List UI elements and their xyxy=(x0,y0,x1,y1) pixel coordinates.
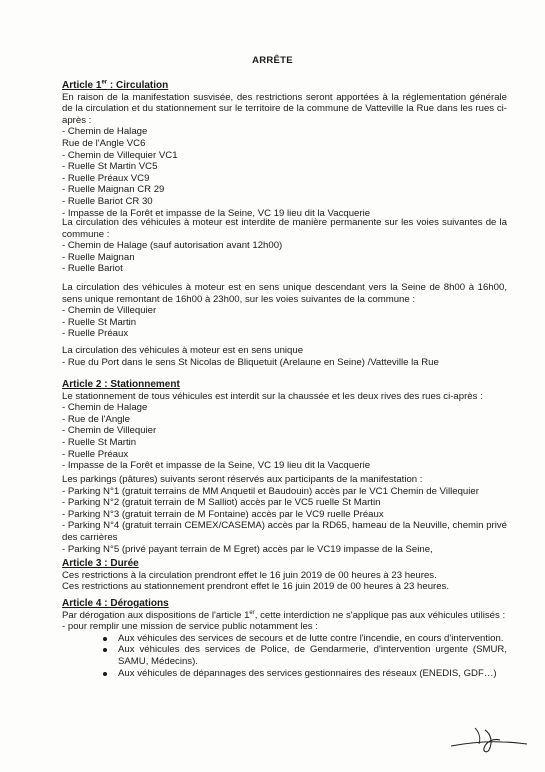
list-item: - Impasse de la Forêt et impasse de la Seine, VC 19 lieu dit la Vacquerie xyxy=(62,460,371,472)
list-item: - Rue de l'Angle xyxy=(62,413,130,425)
paragraph: Ces restrictions au stationnement prendront effet le 16 juin 2019 de 00 heures à 23 heures. xyxy=(62,581,450,593)
paragraph: Ces restrictions à la circulation prendront effet le 16 juin 2019 de 00 heures à 23 heures. xyxy=(62,569,437,581)
paragraph: La circulation des véhicules à moteur est en sens unique xyxy=(62,345,304,356)
article-4-bullet-list xyxy=(62,633,507,679)
article-2-heading: Article 2 : Stationnement xyxy=(62,379,180,390)
bullet-item: Aux véhicules des services de secours et de lutte contre l'incendie, en cours d'intervention. xyxy=(62,633,507,645)
article-4-intro: Par dérogation aux dispositions de l'article 1er, cette interdiction ne s'applique pas aux véhicules utilisés : xyxy=(62,609,506,621)
list-item: - Ruelle Maignan CR 29 xyxy=(62,184,165,196)
list-item: - Ruelle St Martin xyxy=(62,316,137,328)
article-1 xyxy=(62,80,507,219)
parking-item: - Parking N°2 (gratuit terrain de M Salliot) accès par le VC5 ruelle St Martin xyxy=(62,497,381,509)
list-item: - Ruelle Bariot CR 30 xyxy=(62,195,153,207)
list-item: Rue de l'Angle VC6 xyxy=(62,137,146,149)
article-3-heading: Article 3 : Durée xyxy=(62,558,139,569)
bullet-icon xyxy=(103,648,107,652)
bullet-icon xyxy=(103,672,107,676)
article-1-one-way-port xyxy=(62,345,507,368)
paragraph: La circulation des véhicules à moteur est interdite de manière permanente sur les voies suivantes de la commune : xyxy=(62,217,507,240)
document-title: ARRÊTE xyxy=(252,55,293,66)
article-1-permanent-ban xyxy=(62,217,507,275)
list-item: - Ruelle St Martin VC5 xyxy=(62,161,158,173)
list-item: - Rue du Port dans le sens St Nicolas de Bliquetuit (Arelaune en Seine) /Vatteville la Rue xyxy=(62,356,439,368)
list-item: - Ruelle Préaux xyxy=(62,448,129,460)
article-1-one-way xyxy=(62,282,507,340)
list-item: - Chemin de Halage xyxy=(62,402,148,414)
parking-item: - Parking N°1 (gratuit terrains de MM Anquetil et Baudouin) accès par le VC1 Chemin de Villequier xyxy=(62,485,479,497)
article-2-intro: Le stationnement de tous véhicules est interdit sur la chaussée et les deux rives des rues ci-après : xyxy=(62,390,483,402)
signature-mark xyxy=(445,722,530,756)
list-item: - Ruelle Préaux VC9 xyxy=(62,172,150,184)
parking-item: - Parking N°5 (privé payant terrain de M Egret) accès par le VC19 impasse de la Seine, xyxy=(62,543,433,555)
article-2-parkings xyxy=(62,474,507,555)
article-3 xyxy=(62,558,507,593)
list-item: - Ruelle Bariot xyxy=(62,263,123,275)
parking-item: - Parking N°3 (gratuit terrain de M Fontaine) accès par le VC9 ruelle Préaux xyxy=(62,508,384,520)
bullet-item: Aux véhicules de dépannages des services gestionnaires des réseaux (ENEDIS, GDF…) xyxy=(62,668,507,680)
article-1-street-list xyxy=(62,126,507,219)
list-item: - Chemin de Villequier xyxy=(62,425,157,437)
list-item: - Ruelle St Martin xyxy=(62,436,137,448)
list-item: - Ruelle Préaux xyxy=(62,328,129,340)
list-item: - Ruelle Maignan xyxy=(62,251,135,263)
bullet-item: Aux véhicules des services de Police, de Gendarmerie, d'intervention urgente (SMUR, SAMU, Médecins). xyxy=(62,644,507,667)
parking-item: - Parking N°4 (gratuit terrain CEMEX/CASEMA) accès par la RD65, hameau de la Neuville, chemin privé des carrières xyxy=(62,520,507,543)
list-item: - Chemin de Villequier xyxy=(62,305,157,317)
list-item: - Impasse de la Forêt et impasse de la Seine, VC 19 lieu dit la Vacquerie xyxy=(62,207,371,219)
list-item: - Chemin de Halage xyxy=(62,126,148,138)
article-4 xyxy=(62,598,507,679)
article-1-heading: Article 1er : Circulation xyxy=(62,79,169,91)
article-1-intro: En raison de la manifestation susvisée, des restrictions seront apportées à la réglementation générale de la circulation et du stationnement sur le territoire de la commune de Vatteville la Rue dans les rues ci-après : xyxy=(62,91,507,126)
paragraph: La circulation des véhicules à moteur est en sens unique descendant vers la Seine de 8h00 à 16h00, sens unique remontant de 16h00 à 23h00, sur les voies suivantes de la commune : xyxy=(62,282,507,305)
list-item: - Chemin de Villequier VC1 xyxy=(62,149,178,161)
article-4-heading: Article 4 : Dérogations xyxy=(62,598,169,609)
paragraph: Les parkings (pâtures) suivants seront réservés aux participants de la manifestation : xyxy=(62,474,423,485)
paragraph: - pour remplir une mission de service public notamment les : xyxy=(62,621,318,633)
list-item: - Chemin de Halage (sauf autorisation avant 12h00) xyxy=(62,240,283,252)
article-2 xyxy=(62,379,507,472)
bullet-icon xyxy=(103,637,107,641)
